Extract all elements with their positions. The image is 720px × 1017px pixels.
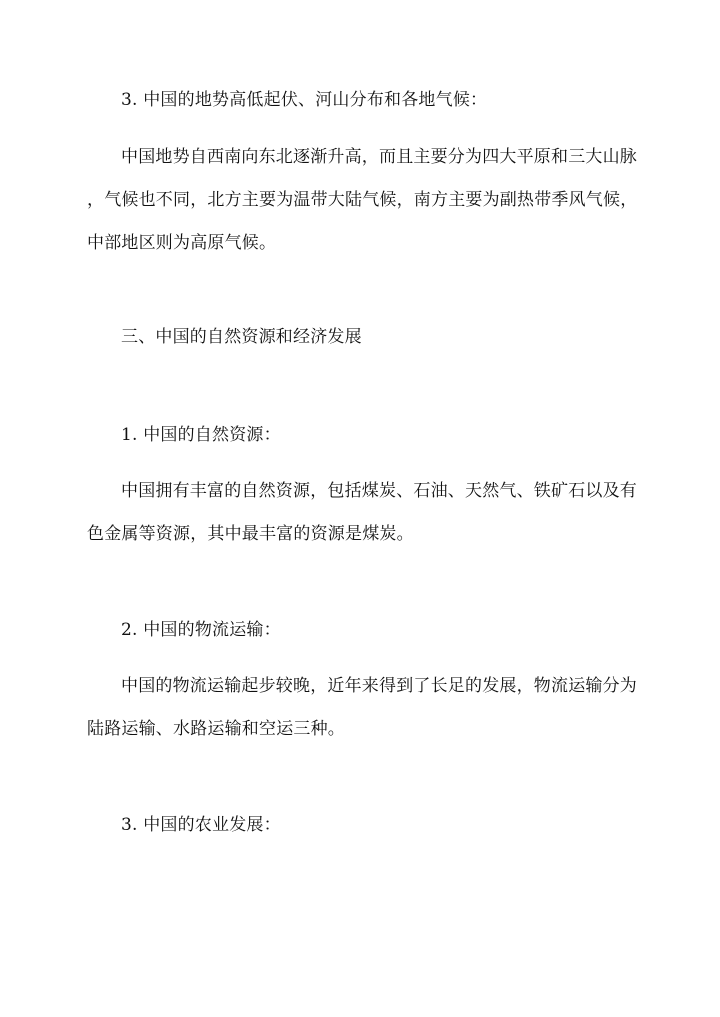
subsection-heading-agriculture: 3. 中国的农业发展： <box>121 815 281 835</box>
paragraph-line: 中部地区则为高原气候。 <box>87 233 277 253</box>
paragraph-line: 色金属等资源，其中最丰富的资源是煤炭。 <box>87 524 414 544</box>
paragraph-line: 陆路运输、水路运输和空运三种。 <box>87 719 345 739</box>
subsection-heading-natural-resources: 1. 中国的自然资源： <box>121 425 281 445</box>
paragraph-line: ，气候也不同，北方主要为温带大陆气候，南方主要为副热带季风气候， <box>87 190 638 210</box>
section-heading-resources-economy: 三、中国的自然资源和经济发展 <box>121 327 362 347</box>
subsection-heading-logistics: 2. 中国的物流运输： <box>121 620 281 640</box>
paragraph-line: 中国地势自西南向东北逐渐升高，而且主要分为四大平原和三大山脉 <box>121 147 637 167</box>
paragraph-line: 中国拥有丰富的自然资源，包括煤炭、石油、天然气、铁矿石以及有 <box>121 481 637 501</box>
subsection-heading-terrain-climate: 3. 中国的地势高低起伏、河山分布和各地气候： <box>121 90 488 110</box>
paragraph-line: 中国的物流运输起步较晚，近年来得到了长足的发展，物流运输分为 <box>121 676 637 696</box>
